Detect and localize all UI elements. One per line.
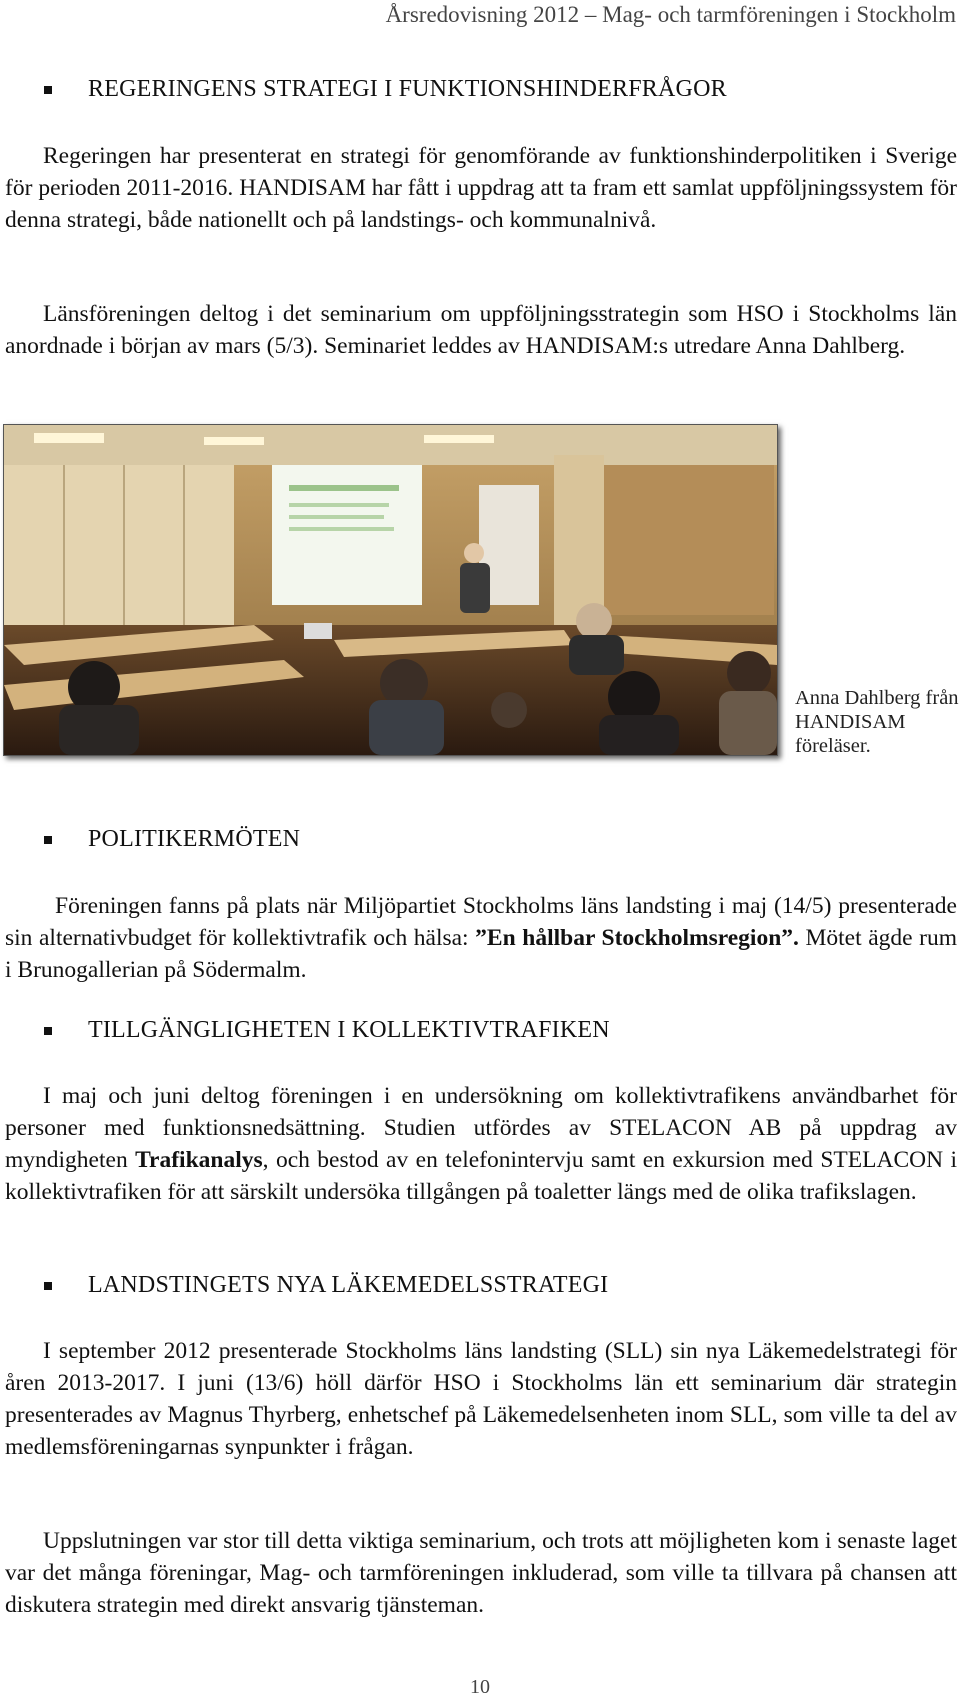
page-number: 10 [470,1676,490,1698]
seminar-photo [3,424,778,756]
paragraph-tillganglighet-1 [5,1080,957,1208]
section-heading-text: REGERINGENS STRATEGI I FUNKTIONSHINDERFRÅGOR [88,76,727,102]
paragraph-text: Regeringen har presenterat en strategi för genomförande av funktionshinderpolitiken i Sverige för perioden 2011-2016. HANDISAM har fått i uppdrag att ta fram ett samlat uppföljningssystem för denna strategi, både nationellt och på landstings- och kommunalnivå. [5,143,957,233]
bullet-icon [44,1027,52,1035]
paragraph-text: Uppslutningen var stor till detta viktiga seminarium, och trots att möjligheten kom i senaste laget var det många föreningar, Mag- och tarmföreningen inkluderad, som ville ta tillvara på chansen att diskutera strategin med direkt ansvarig tjänsteman. [5,1528,957,1618]
paragraph-text: Länsföreningen deltog i det seminarium om uppföljningsstrategin som HSO i Stockholms län anordnade i början av mars (5/3). Seminariet leddes av HANDISAM:s utredare Anna Dahlberg. [5,301,957,359]
paragraph-text-end: Mötet ägde rum i Brunogallerian på Södermalm. [5,925,957,983]
paragraph-lakemedel-1 [5,1335,957,1463]
paragraph-regeringens-2 [5,298,957,362]
bullet-icon [44,836,52,844]
bullet-icon [44,86,52,94]
section-heading-text: TILLGÄNGLIGHETEN I KOLLEKTIVTRAFIKEN [88,1017,610,1043]
agency-name: Trafikanalys [135,1147,263,1173]
bullet-icon [44,1282,52,1290]
section-heading-text: LANDSTINGETS NYA LÄKEMEDELSSTRATEGI [88,1272,609,1298]
running-header: Årsredovisning 2012 – Mag- och tarmföreningen i Stockholm [385,2,956,27]
section-heading-text: POLITIKERMÖTEN [88,826,301,852]
paragraph-text: I september 2012 presenterade Stockholms läns landsting (SLL) sin nya Läkemedelstrategi för åren 2013-2017. I juni (13/6) höll därför HSO i Stockholms län ett seminarium där strategin presenterades av Magnus Thyrberg, enhetschef på Läkemedelsenheten inom SLL, som ville ta del av medlemsföreningarnas synpunkter i frågan. [5,1338,957,1460]
event-title: ”En hållbar Stockholmsregion”. [475,925,799,951]
paragraph-text-end: , och bestod av en telefonintervju samt en exkursion med STELACON i kollektivtrafiken för att särskilt undersöka tillgången på toaletter längs med de olika trafikslagen. [5,1147,957,1205]
paragraph-text: Föreningen fanns på plats när Miljöpartiet Stockholms läns landsting i maj (14/5) presenterade sin alternativbudget för kollektivtrafik och hälsa: [5,893,957,951]
seminar-photo-illustration [4,425,777,755]
paragraph-text: I maj och juni deltog föreningen i en undersökning om kollektivtrafikens användbarhet för personer med funktionsnedsättning. Studien utfördes av STELACON AB på uppdrag av myndigheten [5,1083,957,1173]
photo-caption: Anna Dahlberg från HANDISAM föreläser. [795,687,959,757]
paragraph-lakemedel-2 [5,1525,957,1621]
paragraph-regeringens-1 [5,140,957,236]
paragraph-politikermoten-1 [5,890,957,986]
